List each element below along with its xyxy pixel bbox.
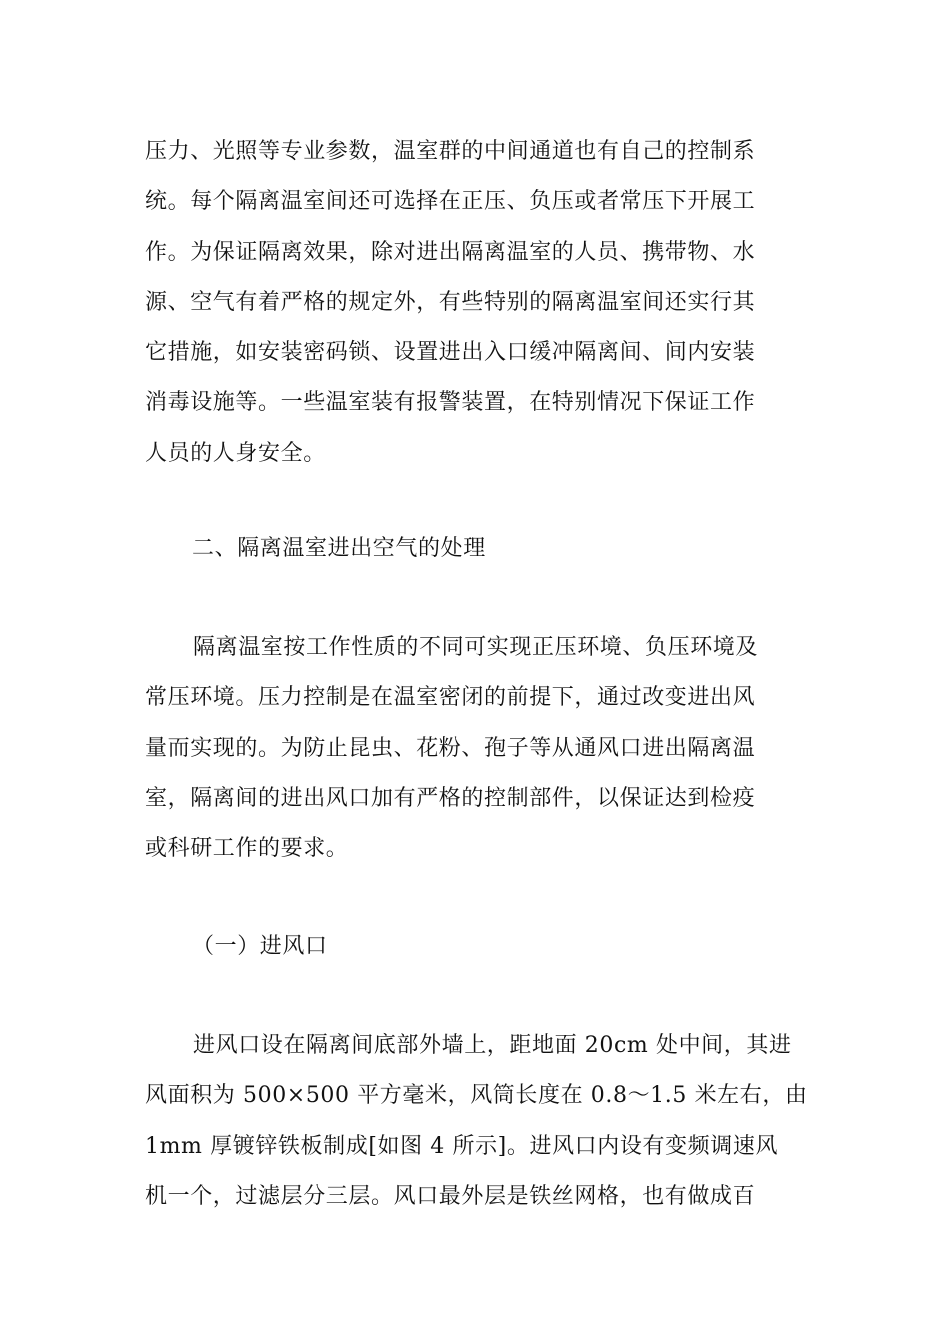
text-line: 常压环境。压力控制是在温室密闭的前提下，通过改变进出风	[145, 685, 756, 711]
text-line: 机一个，过滤层分三层。风口最外层是铁丝网格，也有做成百	[145, 1183, 756, 1209]
text-line: 人员的人身安全。	[145, 440, 326, 466]
body-paragraph-2	[145, 623, 810, 874]
text-line: 量而实现的。为防止昆虫、花粉、孢子等从通风口进出隔离温	[145, 735, 756, 761]
body-paragraph-1	[145, 127, 810, 479]
text-line: 它措施，如安装密码锁、设置进出入口缓冲隔离间、间内安装	[145, 340, 756, 366]
text-line: 源、空气有着严格的规定外，有些特别的隔离温室间还实行其	[145, 289, 756, 315]
text-line: 压力、光照等专业参数，温室群的中间通道也有自己的控制系	[145, 139, 756, 164]
text-line: 或科研工作的要求。	[145, 836, 349, 862]
text-line: 统。每个隔离温室间还可选择在正压、负压或者常压下开展工	[145, 189, 756, 215]
body-paragraph-3	[145, 1021, 810, 1222]
text-line: 进风口设在隔离间底部外墙上，距地面 20cm 处中间，其进	[193, 1033, 792, 1058]
text-line: 1mm 厚镀锌铁板制成[如图 4 所示]。进风口内设有变频调速风	[145, 1133, 779, 1159]
text-line: 消毒设施等。一些温室装有报警装置，在特别情况下保证工作	[145, 390, 756, 416]
text-line: 隔离温室按工作性质的不同可实现正压环境、负压环境及	[193, 635, 759, 660]
subsection-heading: （一）进风口	[192, 934, 328, 959]
text-line: 室，隔离间的进出风口加有严格的控制部件，以保证达到检疫	[145, 785, 756, 811]
text-line: 风面积为 500×500 平方毫米，风筒长度在 0.8～1.5 米左右，由	[145, 1083, 808, 1109]
section-heading: 二、隔离温室进出空气的处理	[192, 536, 486, 561]
text-line: 作。为保证隔离效果，除对进出隔离温室的人员、携带物、水	[145, 239, 756, 265]
